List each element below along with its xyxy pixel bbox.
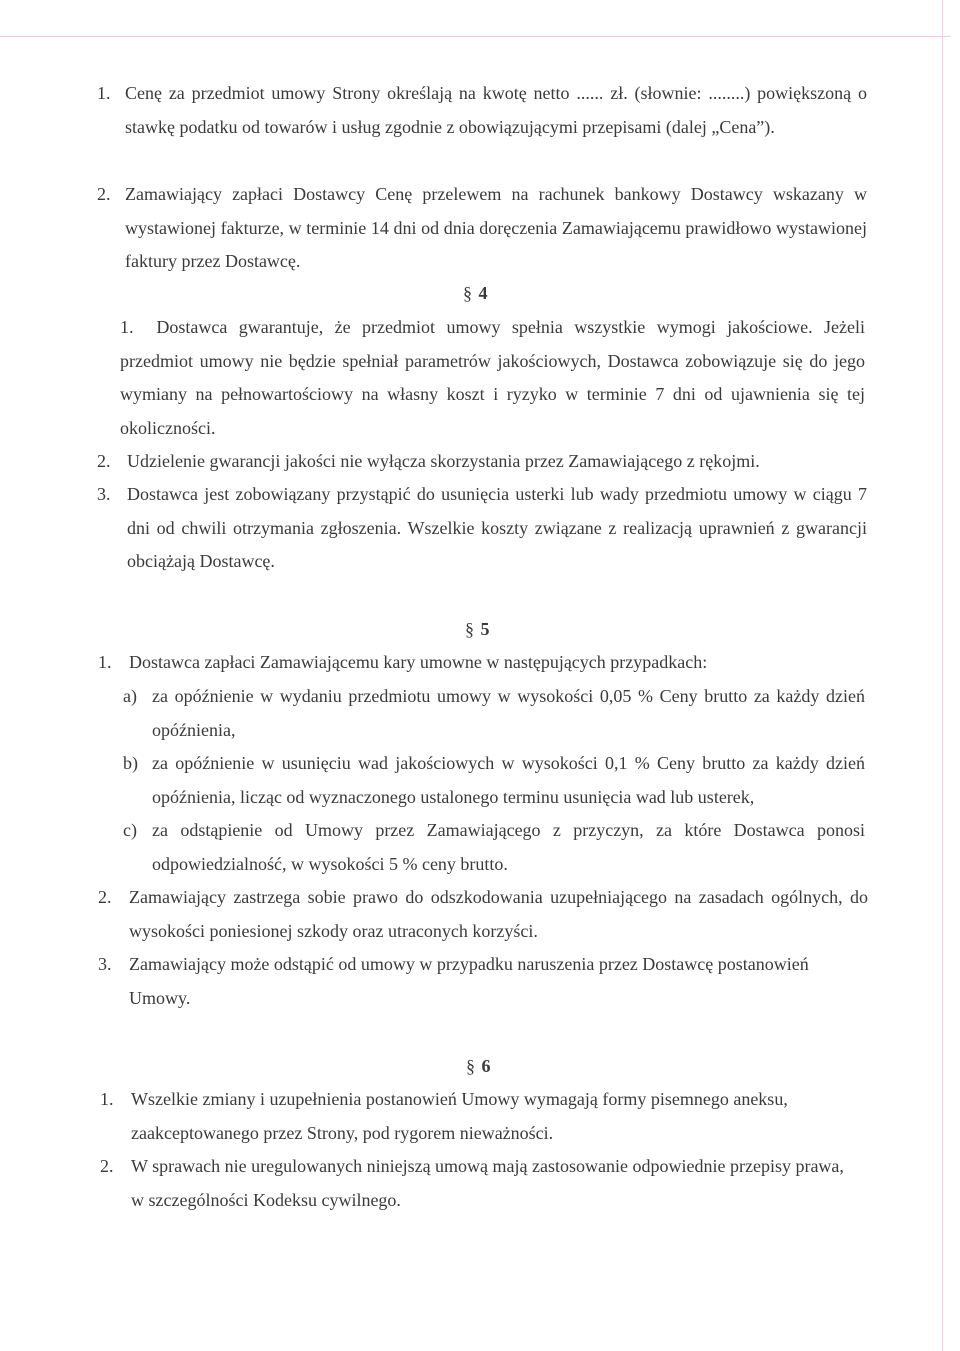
item-number: 1. xyxy=(97,83,111,103)
section-number: 6 xyxy=(481,1056,491,1076)
list-item xyxy=(97,77,867,144)
item-number: 2. xyxy=(97,451,111,471)
item-number: 2. xyxy=(97,184,111,204)
item-number: 3. xyxy=(97,484,111,504)
list-item xyxy=(97,178,867,279)
item-text xyxy=(120,311,865,445)
item-text: W sprawach nie uregulowanych niniejszą umową mają zastosowanie odpowiednie przepisy prawa, w szczególności Kodeksu cywilnego. xyxy=(131,1156,844,1210)
item-letter: a) xyxy=(123,686,137,706)
item-number: 2. xyxy=(100,1156,114,1176)
list-item xyxy=(97,445,867,479)
item-text: Zamawiający zastrzega sobie prawo do odszkodowania uzupełniającego na zasadach ogólnych, do wysokości poniesionej szkody oraz utraconych korzyści. xyxy=(129,887,868,941)
item-text: Zamawiający zapłaci Dostawcy Cenę przelewem na rachunek bankowy Dostawcy wskazany w wystawionej fakturze, w terminie 14 dni od dnia doręczenia Zamawiającemu prawidłowo wystawionej faktury przez Dostawcę. xyxy=(125,184,867,272)
item-number: 1. xyxy=(120,317,134,337)
item-letter: c) xyxy=(123,820,137,840)
item-text: Udzielenie gwarancji jakości nie wyłącza skorzystania przez Zamawiającego z rękojmi. xyxy=(127,451,760,471)
list-item xyxy=(100,1083,845,1150)
item-letter: b) xyxy=(123,753,138,773)
section-number: 5 xyxy=(480,619,490,639)
list-item xyxy=(120,311,865,445)
section-heading xyxy=(465,613,525,647)
item-text: Dostawca jest zobowiązany przystąpić do usunięcia usterki lub wady przedmiotu umowy w ciągu 7 dni od chwili otrzymania zgłoszenia. Wszelkie koszty związane z realizacją uprawnień z gwarancji obciążają Dostawcę. xyxy=(127,484,867,572)
section-heading xyxy=(466,1050,526,1084)
item-text: za opóźnienie w wydaniu przedmiotu umowy w wysokości 0,05 % Ceny brutto za każdy dzień opóźnienia, xyxy=(152,686,865,740)
item-body: Dostawca gwarantuje, że przedmiot umowy spełnia wszystkie wymogi jakościowe. Jeżeli przedmiot umowy nie będzie spełniał parametrów jakościowych, Dostawca zobowiązuje się do jego wymiany na pełnowartościowy na własny koszt i ryzyko w terminie 7 dni od ujawnienia się tej okoliczności. xyxy=(120,317,866,438)
list-item xyxy=(100,1150,845,1217)
item-text: Wszelkie zmiany i uzupełnienia postanowień Umowy wymagają formy pisemnego aneksu, zaakceptowanego przez Strony, pod rygorem nieważności. xyxy=(131,1089,788,1143)
list-item xyxy=(98,948,868,1015)
item-number: 1. xyxy=(98,652,112,672)
item-text: Zamawiający może odstąpić od umowy w przypadku naruszenia przez Dostawcę postanowień Umowy. xyxy=(129,954,809,1008)
sub-item xyxy=(123,680,865,747)
section-symbol: § xyxy=(465,619,475,639)
item-text: Dostawca zapłaci Zamawiającemu kary umowne w następujących przypadkach: xyxy=(129,652,708,672)
sub-item xyxy=(123,747,865,814)
item-text: za odstąpienie od Umowy przez Zamawiającego z przyczyn, za które Dostawca ponosi odpowiedzialność, w wysokości 5 % ceny brutto. xyxy=(152,820,865,874)
section-symbol: § xyxy=(466,1056,476,1076)
item-number: 2. xyxy=(98,887,112,907)
section-symbol: § xyxy=(463,283,473,303)
sub-item xyxy=(123,814,865,881)
item-text: Cenę za przedmiot umowy Strony określają na kwotę netto ...... zł. (słownie: ........) powiększoną o stawkę podatku od towarów i usług zgodnie z obowiązującymi przepisami (dalej „Cena”). xyxy=(125,83,867,137)
list-item xyxy=(98,646,868,680)
section-heading xyxy=(463,277,523,311)
list-item xyxy=(98,881,868,948)
list-item xyxy=(97,478,867,579)
item-text: za opóźnienie w usunięciu wad jakościowych w wysokości 0,1 % Ceny brutto za każdy dzień opóźnienia, licząc od wyznaczonego ustalonego terminu usunięcia wad lub usterek, xyxy=(152,753,865,807)
section-number: 4 xyxy=(478,283,488,303)
item-number: 1. xyxy=(100,1089,114,1109)
item-number: 3. xyxy=(98,954,112,974)
